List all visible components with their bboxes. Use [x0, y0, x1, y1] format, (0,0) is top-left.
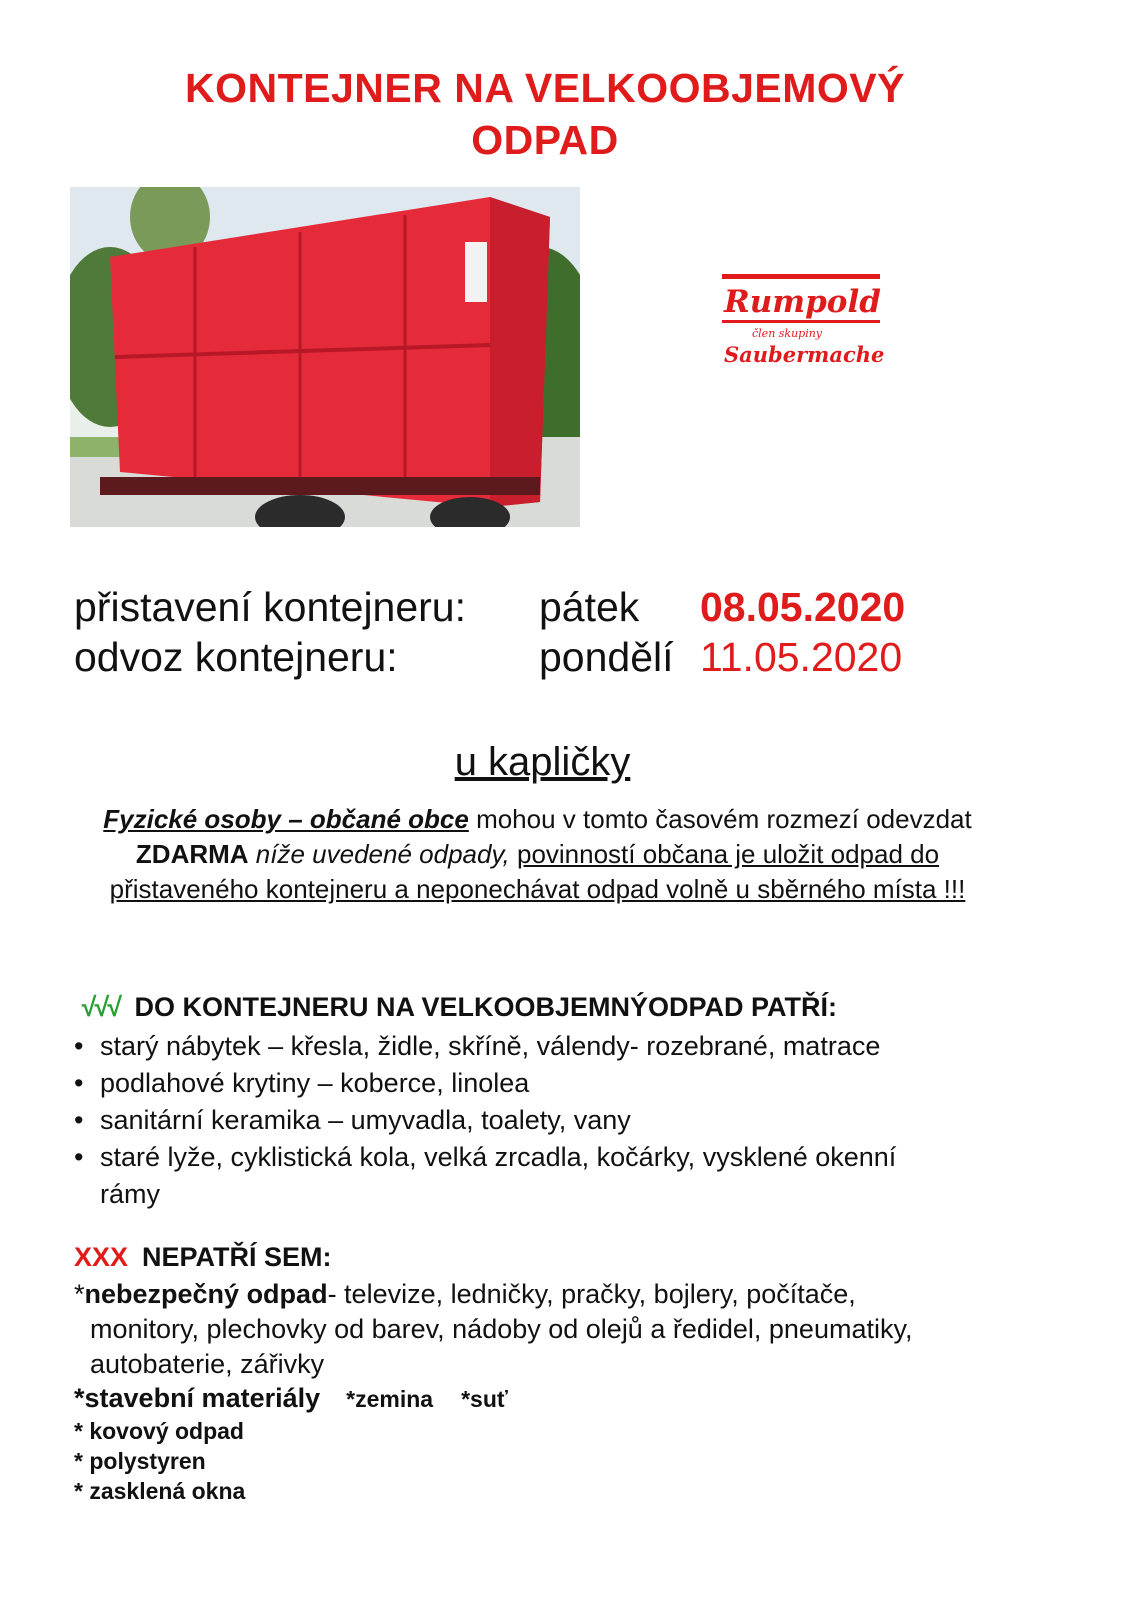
delivery-day: pátek — [539, 584, 640, 630]
building-label: stavební materiály — [84, 1383, 321, 1413]
metal-waste: * kovový odpad — [74, 1418, 244, 1444]
list-item: • starý nábytek – křesla, židle, skříně, válendy- rozebrané, matrace — [74, 1028, 934, 1065]
list-item: • podlahové krytiny – koberce, linolea — [74, 1065, 934, 1102]
intro-free: ZDARMA — [135, 839, 249, 869]
rubble-label: suť — [470, 1386, 508, 1412]
delivery-label: přistavení kontejneru: — [74, 584, 467, 630]
intro-part1: mohou v tomto časovém rozmezí odevzdat — [468, 804, 972, 834]
intro-lead: Fyzické osoby – občané obce — [103, 804, 469, 834]
container-illustration — [70, 187, 580, 527]
hazardous-text-2: monitory, plechovky od barev, nádoby od olejů a ředidel, pneumatiky, autobaterie, zářivky — [90, 1314, 913, 1379]
delivery-date: 08.05.2020 — [700, 584, 906, 630]
belongs-heading-text: DO KONTEJNERU NA VELKOOBJEMNÝODPAD PATŘÍ: — [134, 992, 838, 1022]
building-materials: *stavební materiály *zemina *suť — [74, 1383, 508, 1413]
soil-label: zemina — [355, 1386, 434, 1412]
list-item: • sanitární keramika – umyvadla, toalety, vany — [74, 1102, 934, 1139]
title-line-2: ODPAD — [471, 117, 619, 163]
svg-text:Rumpold: Rumpold — [724, 284, 881, 320]
cross-icon: XXX — [74, 1242, 129, 1272]
not-belongs-heading-text: NEPATŘÍ SEM: — [142, 1242, 332, 1272]
hazardous-text: - televize, ledničky, pračky, bojlery, počítače, — [327, 1279, 856, 1309]
list-item: • staré lyže, cyklistická kola, velká zrcadla, kočárky, vysklené okenní rámy — [74, 1139, 934, 1213]
container-photo — [70, 187, 580, 527]
rumpold-logo — [722, 274, 884, 374]
belongs-list — [74, 1028, 934, 1213]
intro-paragraph — [70, 802, 1005, 907]
intro-part2: níže uvedené odpady, — [248, 839, 517, 869]
pickup-label: odvoz kontejneru: — [74, 634, 398, 680]
page-title — [0, 62, 1090, 166]
svg-text:člen skupiny: člen skupiny — [752, 327, 823, 340]
location: u kapličky — [454, 740, 631, 784]
pickup-date: 11.05.2020 — [700, 634, 903, 680]
polystyrene: * polystyren — [74, 1448, 206, 1474]
intro-duty: povinností občana je uložit odpad do přistaveného kontejneru a neponechávat odpad volně u sběrného místa !!! — [109, 839, 966, 904]
pickup-day: pondělí — [539, 634, 674, 680]
belongs-heading — [80, 990, 837, 1024]
title-line-1: KONTEJNER NA VELKOOBJEMOVÝ — [185, 65, 905, 111]
checkmark-icon: √√√ — [80, 992, 119, 1022]
rumpold-logo-graphic — [722, 274, 884, 374]
svg-text:Saubermacher: Saubermacher — [724, 342, 884, 367]
glazed-windows: * zasklená okna — [74, 1478, 246, 1504]
not-belongs-heading — [74, 1240, 332, 1274]
hazardous-waste: *nebezpečný odpad- televize, ledničky, pračky, bojlery, počítače, monitory, plechovky od barev, nádoby od olejů a ředidel, pneumatiky, autobaterie, zářivky — [74, 1277, 1034, 1382]
hazardous-label: nebezpečný odpad — [84, 1279, 328, 1309]
